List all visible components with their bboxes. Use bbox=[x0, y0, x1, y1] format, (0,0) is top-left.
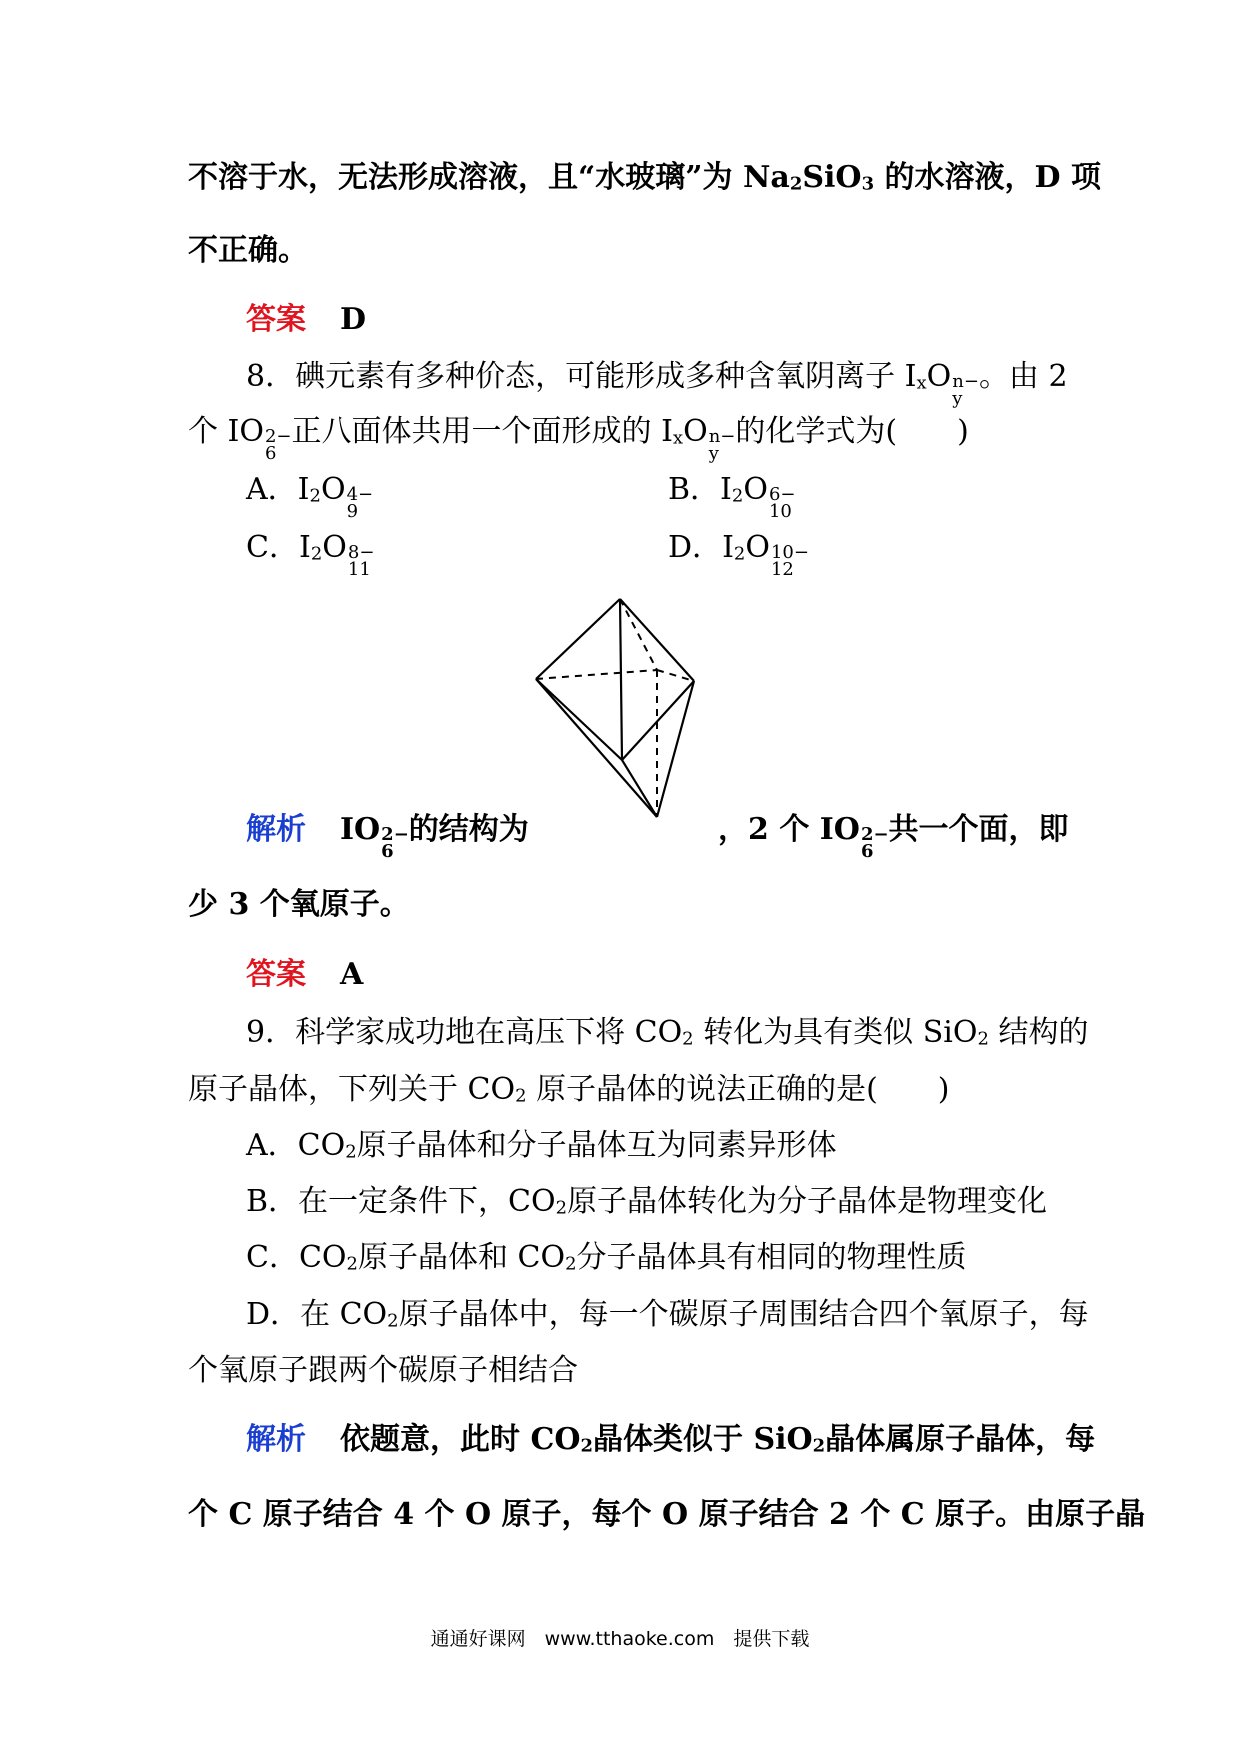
option-b: B．$I_2O$ 6− 10 bbox=[668, 472, 796, 522]
answer-label: 答案 bbox=[246, 302, 306, 337]
question-line: 原子晶体，下列关于 $CO_2$ 原子晶体的说法正确的是( ) bbox=[188, 1072, 950, 1107]
paragraph-line: 不正确。 bbox=[188, 233, 308, 268]
option-d-cont: 个氧原子跟两个碳原子相结合 bbox=[188, 1353, 578, 1388]
paragraph-line: 不溶于水，无法形成溶液，且“水玻璃”为 $Na_2SiO_3$ 的水溶液，D 项 bbox=[188, 160, 1101, 195]
option-c: C．$I_2O$ 8− 11 bbox=[246, 530, 375, 580]
analysis-label: 解析 bbox=[246, 812, 306, 847]
analysis-label: 解析 bbox=[246, 1422, 306, 1457]
octahedron-figure bbox=[530, 595, 705, 825]
option-c: C．$CO_2$原子晶体和 $CO_2$分子晶体具有相同的物理性质 bbox=[246, 1240, 967, 1275]
answer-line bbox=[246, 955, 363, 995]
question-line: 9．科学家成功地在高压下将 $CO_2$ 转化为具有类似 SiO$_2$ 结构的 bbox=[246, 1015, 1089, 1050]
page-footer: 通通好课网 www.tthaoke.com 提供下载 bbox=[430, 1628, 810, 1650]
answer-value: D bbox=[340, 302, 367, 337]
analysis-line: 个 C 原子结合 4 个 O 原子，每个 O 原子结合 2 个 C 原子。由原子晶 bbox=[188, 1497, 1146, 1532]
answer-line bbox=[246, 300, 366, 340]
question-line: 8．碘元素有多种价态，可能形成多种含氧阴离子 $I_xO$ n− y 。由 2 bbox=[246, 359, 1068, 409]
analysis-line: 少 3 个氧原子。 bbox=[188, 887, 410, 922]
option-a: A．$CO_2$原子晶体和分子晶体互为同素异形体 bbox=[246, 1128, 837, 1163]
option-d: D．在 $CO_2$原子晶体中，每一个碳原子周围结合四个氧原子，每 bbox=[246, 1297, 1089, 1332]
answer-value: A bbox=[340, 957, 364, 992]
answer-label: 答案 bbox=[246, 957, 306, 992]
option-b: B．在一定条件下，$CO_2$原子晶体转化为分子晶体是物理变化 bbox=[246, 1184, 1048, 1219]
option-d: D．$I_2O$ 10− 12 bbox=[668, 530, 809, 580]
analysis-line-cont: ，2 个 IO 2− 6 共一个面，即 bbox=[718, 812, 1069, 862]
option-a: A．$I_2O$ 4− 9 bbox=[246, 472, 374, 522]
analysis-line: 解析 依题意，此时 $CO_2$晶体类似于 SiO$_2$晶体属原子晶体，每 bbox=[246, 1422, 1096, 1457]
analysis-line: 解析 IO 2− 6 的结构为 bbox=[246, 812, 529, 862]
question-line: 个 IO 2− 6 正八面体共用一个面形成的 $I_xO$ n− y 的化学式为( ) bbox=[188, 414, 969, 464]
